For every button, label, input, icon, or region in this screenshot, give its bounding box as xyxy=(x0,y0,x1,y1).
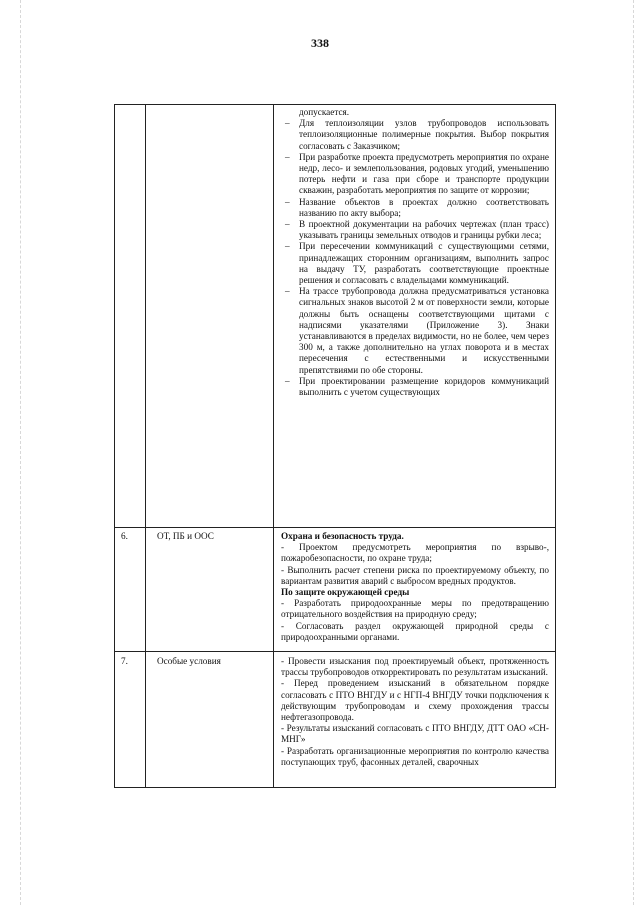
list-item: – В проектной документации на рабочих чертежах (план трасс) указывать границы земельных отводов и границы рубки леса; xyxy=(285,219,549,241)
row-5-content xyxy=(281,107,549,398)
row-number: 7. xyxy=(121,656,128,666)
list-item: - Разработать природоохранные меры по предотвращению отрицательного воздействия на природную среду; xyxy=(281,598,549,620)
section-heading: Охрана и безопасность труда. xyxy=(281,531,404,541)
list-item: - Выполнить расчет степени риска по проектируемому объекту, по вариантам развития аварий с выбросом вредных продуктов. xyxy=(281,564,549,586)
row-name: ОТ, ПБ и ООС xyxy=(157,531,214,541)
list-item: – При проектировании размещение коридоров коммуникаций выполнить с учетом существующих xyxy=(285,375,549,398)
scan-edge xyxy=(633,0,634,905)
row-7-content xyxy=(281,656,549,768)
list-item: - Проектом предусмотреть мероприятия по взрыво-, пожаробезопасности, по охране труда; xyxy=(281,542,549,564)
list-item: - Согласовать раздел окружающей природной среды с природоохранными органами. xyxy=(281,620,549,642)
scan-edge xyxy=(20,0,21,905)
list-item: – При пересечении коммуникаций с существующими сетями, принадлежащих сторонним организациям, выполнить запрос на выдачу ТУ, разработать соответствующие проектные решения и согласовать с владельцами коммуникаций. xyxy=(285,241,549,286)
column-divider xyxy=(273,105,274,787)
list-item: допускается. xyxy=(299,107,350,117)
list-item: - Провести изыскания под проектируемый объект, протяженность трассы трубопроводов откорректировать по результатам изысканий. xyxy=(281,656,549,678)
section-heading: По защите окружающей среды xyxy=(281,587,410,598)
list-item: – Название объектов в проектах должно соответствовать названию по акту выбора; xyxy=(285,196,549,218)
row-divider xyxy=(115,527,555,528)
requirements-table xyxy=(114,104,556,788)
page-number: 338 xyxy=(311,36,329,50)
list-item: – При разработке проекта предусмотреть мероприятия по охране недр, лесо- и землепользования, родовых угодий, уменьшению потерь нефти и газа при сборе и транспорте продукции скважин, разработать мероприятия по защите от коррозии; xyxy=(285,151,549,196)
list-item: - Перед проведением изысканий в обязательном порядке согласовать с ПТО ВНГДУ и с НГП-4 ВНГДУ точки подключения к действующим трубопроводам и схему прохождения трассы нефтегазопровода. xyxy=(281,678,549,723)
row-name: Особые условия xyxy=(157,656,221,666)
list-item: - Разработать организационные мероприятия по контролю качества поступающих труб, фасонных деталей, сварочных xyxy=(281,745,549,767)
list-item: – На трассе трубопровода должна предусматриваться установка сигнальных знаков высотой 2 м от поверхности земли, которые должны быть оснащены соответствующими щитами с надписями указателями (Приложение 3). Знаки устанавливаются в пределах видимости, но не более, чем через 300 м, а также дополнительно на углах поворота и в местах пересечения с естественными и искусственными препятствиями по обе стороны. xyxy=(285,286,549,375)
row-6-content xyxy=(281,531,549,643)
row-number: 6. xyxy=(121,531,128,541)
list-item: – Для теплоизоляции узлов трубопроводов использовать теплоизоляционные полимерные покрытия. Выбор покрытия согласовать с Заказчиком; xyxy=(285,118,549,151)
row-divider xyxy=(115,651,555,652)
column-divider xyxy=(145,105,146,787)
list-item: - Результаты изысканий согласовать с ПТО ВНГДУ, ДТТ ОАО «СН-МНГ» xyxy=(281,723,549,745)
